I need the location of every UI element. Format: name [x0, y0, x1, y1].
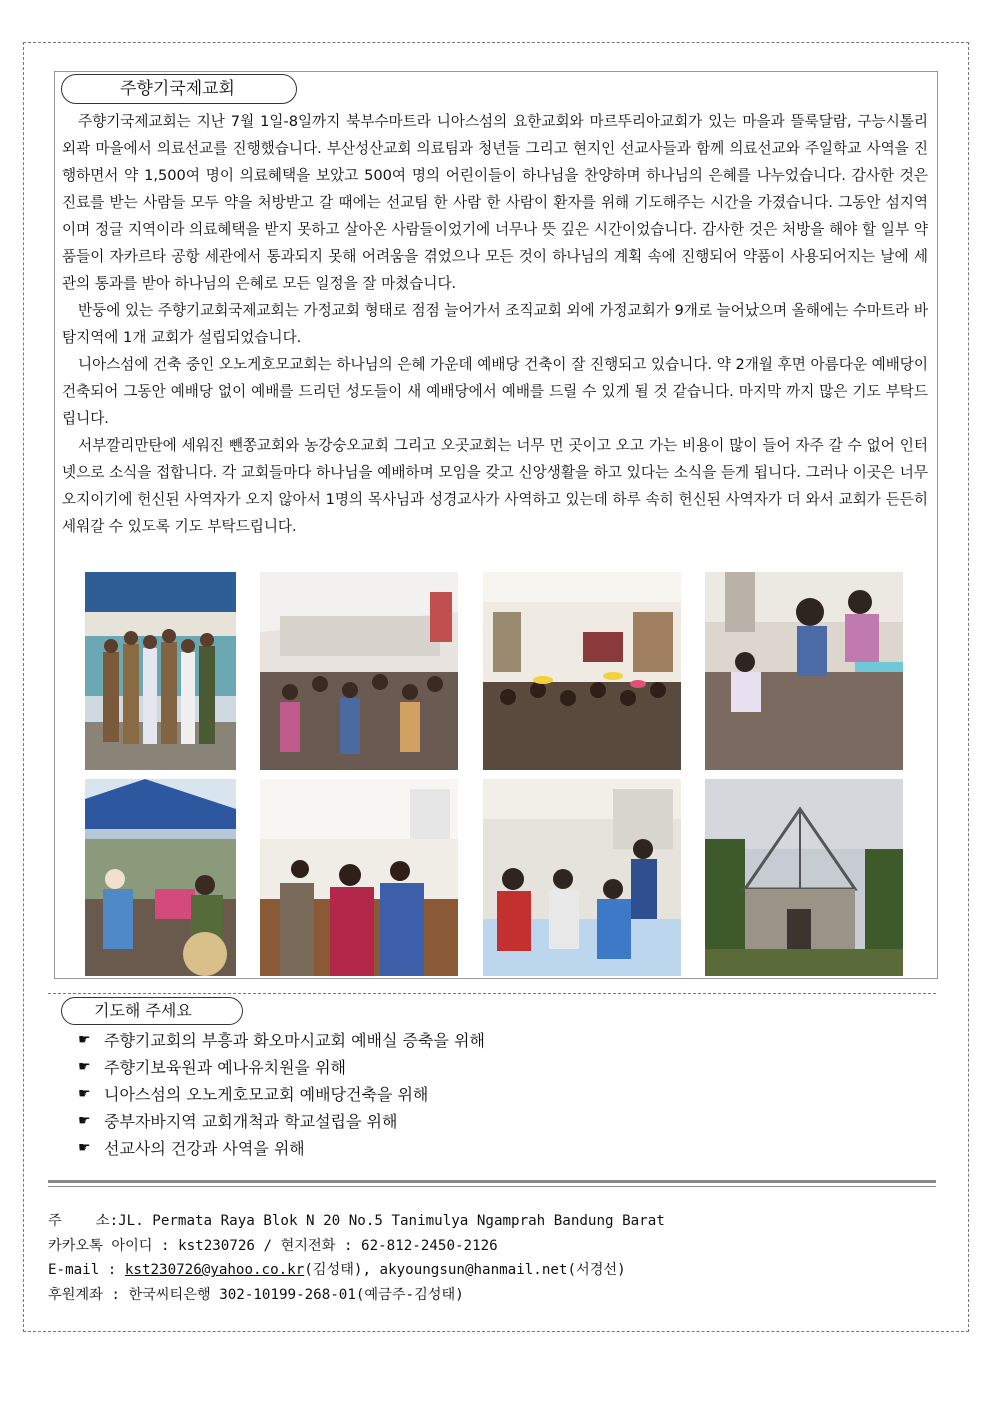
prayer-item-text: 주향기교회의 부흥과 화오마시교회 예배실 증축을 위해: [104, 1031, 485, 1050]
photo-church-construction: [705, 779, 903, 976]
photo-blood-check: [483, 779, 681, 976]
footer-account: 후원계좌 : 한국씨티은행 302-10199-268-01(예금주-김성태): [48, 1286, 464, 1303]
prayer-item: [78, 1081, 485, 1108]
prayer-item: [78, 1027, 485, 1054]
footer-rule-thin: [48, 1186, 936, 1187]
pointing-hand-icon: ☛: [78, 1140, 91, 1156]
footer-kakao-phone: 카카오톡 아이디 : kst230726 / 현지전화 : 62-812-2450-2126: [48, 1237, 498, 1254]
footer-email-label: E-mail :: [48, 1262, 125, 1278]
contact-footer: [48, 1209, 665, 1307]
prayer-item-text: 선교사의 건강과 사역을 위해: [104, 1139, 305, 1158]
photo-clinic-hall: [260, 572, 458, 770]
article-paragraph-3: 니아스섬에 건축 중인 오노게호모교회는 하나님의 은혜 가운데 예배당 건축이 잘 진행되고 있습니다. 약 2개월 후면 아름다운 예배당이 건축되어 그동안 예배당 없이 예배를 드리던 성도들이 새 예배당에서 예배를 드릴 수 있게 될 것 같습니다. 마지막 까지 많은 기도 부탁드립니다.: [62, 356, 928, 427]
photo-officials-group: [85, 572, 236, 770]
article-body: [62, 108, 928, 540]
prayer-item: [78, 1135, 485, 1162]
prayer-title: 기도해 주세요: [61, 997, 243, 1025]
prayer-item-text: 니아스섬의 오노게호모교회 예배당건축을 위해: [104, 1085, 429, 1104]
footer-email-line: [48, 1258, 665, 1283]
prayer-list: [78, 1027, 485, 1162]
footer-email-rest: (김성태), akyoungsun@hanmail.net(서경선): [304, 1262, 626, 1278]
prayer-item: [78, 1054, 485, 1081]
article-paragraph-1: 주향기국제교회는 지난 7월 1일-8일까지 북부수마트라 니아스섬의 요한교회와 마르뚜리아교회가 있는 마을과 뜰룩달람, 구능시톨리 외곽 마을에서 의료선교를 진행했습니다. 부산성산교회 의료팀과 청년들 그리고 현지인 선교사들과 함께 의료선교와 주일학교 사역을 진행하면서 약 1,500여 명이 의료혜택을 보았고 500여 명의 어린이들이 하나님을 찬양하며 하나님의 은혜를 나누었습니다. 감사한 것은 진료를 받는 사람들 모두 약을 처방받고 갈 때에는 선교팀 한 사람 한 사람이 환자를 위해 기도해주는 시간을 가졌습니다. 그동안 섬지역이며 정글 지역이라 의료혜택을 받지 못하고 살아온 사람들이었기에 너무나 뜻 깊은 시간이었습니다. 감사한 것은 처방을 해야 할 일부 약품들이 자카르타 공항 세관에서 통과되지 못해 어려움을 겪었으나 모든 것이 하나님의 계획 속에 진행되어 약품이 사용되어지는 날에 세관의 통과를 받아 하나님의 은혜로 모든 일정을 잘 마쳤습니다.: [62, 113, 928, 292]
photo-children-worship: [483, 572, 681, 770]
prayer-item: [78, 1108, 485, 1135]
pointing-hand-icon: ☛: [78, 1032, 91, 1048]
footer-address: 주 소:JL. Permata Raya Blok N 20 No.5 Tanimulya Ngamprah Bandung Barat: [48, 1213, 665, 1229]
pointing-hand-icon: ☛: [78, 1059, 91, 1075]
prayer-separator: [48, 993, 936, 994]
article-title: 주향기국제교회: [61, 74, 297, 104]
article-paragraph-2: 반둥에 있는 주향기교회국제교회는 가정교회 형태로 점점 늘어가서 조직교회 외에 가정교회가 9개로 늘어났으며 올해에는 수마트라 바탐지역에 1개 교회가 설립되었습니다.: [62, 302, 928, 346]
prayer-item-text: 중부자바지역 교회개척과 학교설립을 위해: [104, 1112, 398, 1131]
pointing-hand-icon: ☛: [78, 1113, 91, 1129]
pointing-hand-icon: ☛: [78, 1086, 91, 1102]
photo-outdoor-clinic: [85, 779, 236, 976]
article-paragraph-4: 서부깔리만탄에 세워진 뺀쫑교회와 농강숭오교회 그리고 오곳교회는 너무 먼 곳이고 오고 가는 비용이 많이 들어 자주 갈 수 없어 인터넷으로 소식을 접합니다. 각 교회들마다 하나님을 예배하며 모임을 갖고 신앙생활을 하고 있다는 소식을 듣게 됩니다. 그러나 이곳은 너무 오지이기에 헌신된 사역자가 오지 않아서 1명의 목사님과 성경교사가 사역하고 있는데 하루 속히 헌신된 사역자가 더 와서 교회가 든든히 세워갈 수 있도록 기도 부탁드립니다.: [62, 437, 928, 535]
photo-medical-exam: [705, 572, 903, 770]
footer-rule: [48, 1180, 936, 1183]
prayer-item-text: 주향기보육원과 예나유치원을 위해: [104, 1058, 347, 1077]
photo-praise-service: [260, 779, 458, 976]
email-link[interactable]: kst230726@yahoo.co.kr: [124, 1262, 305, 1278]
